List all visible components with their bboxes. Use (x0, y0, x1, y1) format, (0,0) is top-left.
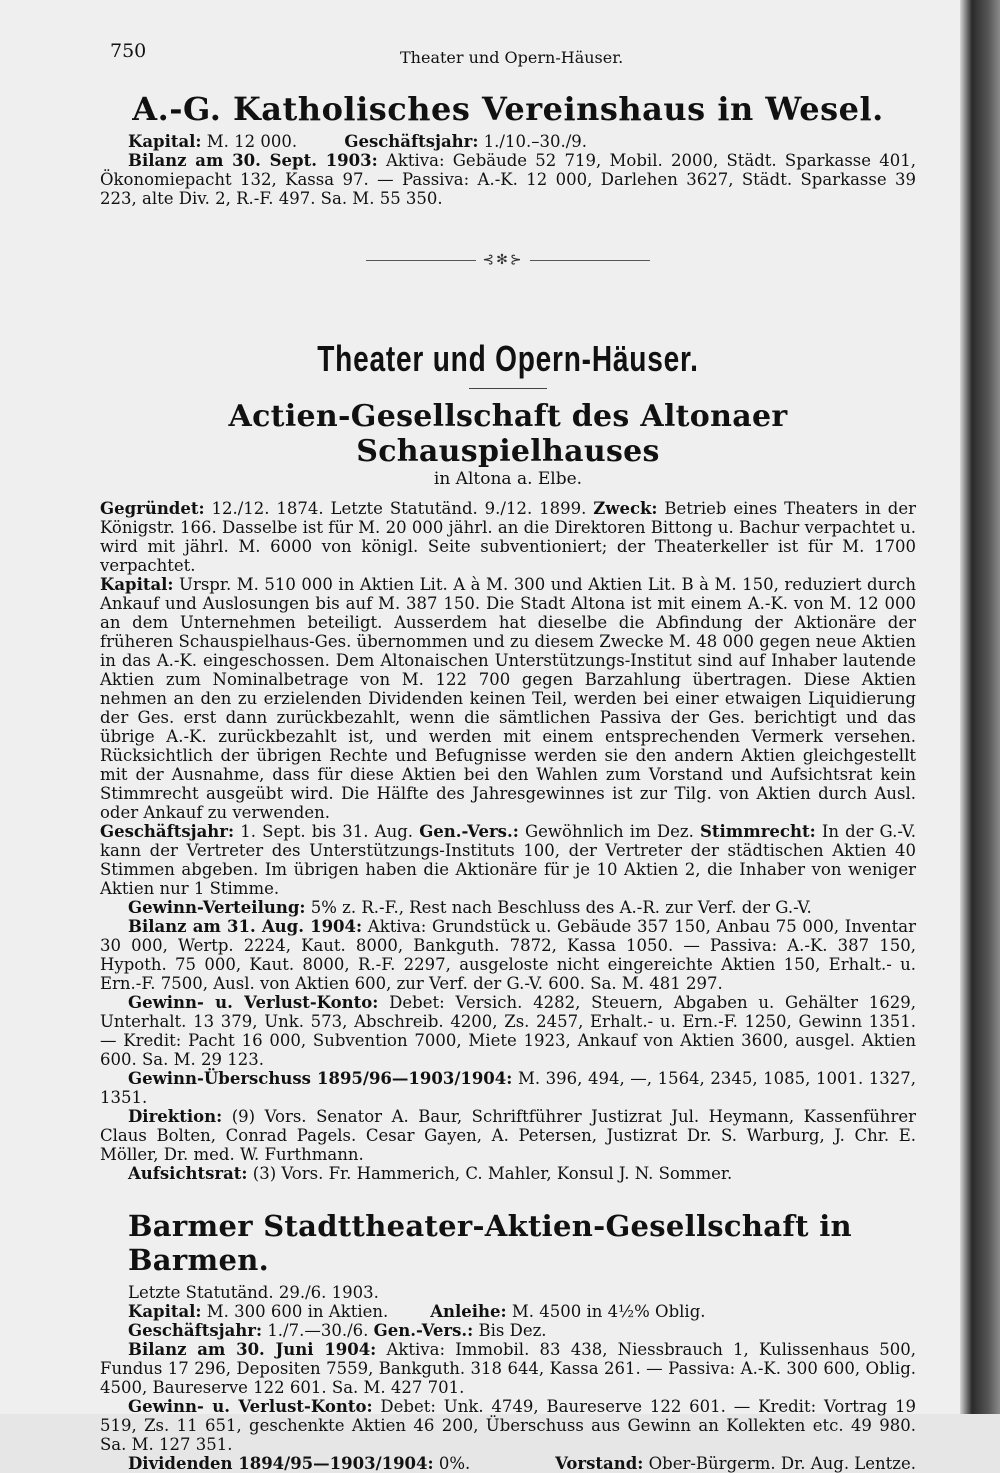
altona-location: in Altona a. Elbe. (433, 469, 583, 489)
barmen-dividenden-text: 0%. (438, 1454, 471, 1473)
wesel-gj-label: Geschäftsjahr: (344, 132, 479, 151)
altona-zweck-text: Betrieb eines Theaters in der Königstr. 166. Dasselbe ist für M. 20 000 jährl. an die Direktoren Bittong u. Bachur verpachtet u. wird mit jährl. M. 6000 von königl. Seite subventioniert; der Theaterkeller ist für M. 1700 verpachtet. (100, 499, 916, 575)
altona-direktion-text: (9) Vors. Senator A. Baur, Schriftführer Justizrat Jul. Heymann, Kassenführer Claus Bolten, Conrad Pagels. Cesar Gayen, A. Petersen, Justizrat Dr. S. Warburg, J. Chr. E. Möller, Dr. med. W. Furthmann. (100, 1107, 917, 1164)
altona-gewinnvert-label: Gewinn-Verteilung: (128, 898, 306, 917)
barmen-kapital-label: Kapital: (128, 1302, 202, 1321)
section-rule (469, 388, 547, 389)
barmen-kapital-text: M. 300 600 in Aktien. (206, 1302, 389, 1321)
running-head: Theater und Opern-Häuser. (400, 48, 624, 67)
barmen-genvers-label: Gen.-Vers.: (373, 1321, 474, 1340)
altona-ueberschuss-text: M. 396, 494, —, 1564, 2345, 1085, 1001. 1327, 1351. (100, 1069, 917, 1107)
section-title: Theater und Opern-Häuser. (317, 338, 699, 379)
altona-stimm-text: In der G.-V. kann der Vertreter des Unterstützungs-Instituts 100, der Vertreter der städtischen Aktien 40 Stimmen abgeben. Im übrigen haben die Aktionäre für je 10 Aktien 2, die Inhaber von weniger Aktien nur 1 Stimme. (100, 822, 917, 898)
page-content (100, 90, 916, 1473)
page-header (110, 40, 930, 70)
wesel-bilanz-label: Bilanz am 30. Sept. 1903: (128, 151, 378, 170)
ornament-glyph: ⊰✻⊱ (482, 252, 524, 268)
altona-gewinnvert-text: 5% z. R.-F., Rest nach Beschluss des A.-R. zur Verf. der G.-V. (310, 898, 812, 917)
barmen-dividenden-label: Dividenden 1894/95—1903/1904: (128, 1454, 434, 1473)
wesel-entry (100, 132, 916, 208)
altona-entry (100, 499, 916, 1183)
barmen-gj-label: Geschäftsjahr: (128, 1321, 263, 1340)
altona-bilanz-label: Bilanz am 31. Aug. 1904: (128, 917, 363, 936)
altona-direktion-label: Direktion: (128, 1107, 223, 1126)
altona-stimm-label: Stimmrecht: (700, 822, 816, 841)
barmen-anleihe-label: Anleihe: (430, 1302, 507, 1321)
altona-bilanz-text: Aktiva: Grundstück u. Gebäude 357 150, Anbau 75 000, Inventar 30 000, Wertp. 2224, Kaut. 8000, Bankguth. 7872, Kassa 1050. — Passiva: A.-K. 387 150, Hypoth. 75 000, Kaut. 8000, R.-F. 2297, ausgeloste nicht eingereichte Aktien 150, Erhalt.- u. Ern.-F. 7500, Ausl. von Aktien 600, zur Verf. der G.-V. 600. Sa. M. 481 297. (100, 917, 917, 993)
section-ornament (100, 252, 916, 272)
wesel-kapital-text: M. 12 000. (206, 132, 298, 151)
altona-guv-text: Debet: Versich. 4282, Steuern, Abgaben u. Gehälter 1629, Unterhalt. 13 379, Unk. 573, Abschreib. 4200, Zs. 2457, Erhalt.- u. Ern.-F. 1250, Gewinn 1351. — Kredit: Pacht 16 000, Subvention 7000, Miete 1923, Ankauf von Aktien 3600, ausgel. Aktien 600. Sa. M. 29 123. (100, 993, 916, 1069)
altona-zweck-label: Zweck: (593, 499, 658, 518)
altona-ueberschuss-label: Gewinn-Überschuss 1895/96—1903/1904: (128, 1069, 513, 1088)
wesel-gj-text: 1./10.–30./9. (483, 132, 588, 151)
barmen-bilanz-label: Bilanz am 30. Juni 1904: (128, 1340, 377, 1359)
barmen-bilanz-text: Aktiva: Immobil. 83 438, Niessbrauch 1, Kulissenhaus 500, Fundus 17 296, Depositen 7559, Bankguth. 318 644, Kassa 261. — Passiva: A.-K. 300 600, Oblig. 4500, Baureserve 122 601. Sa. M. 427 701. (100, 1340, 916, 1397)
altona-gegr-text: 12./12. 1874. Letzte Statutänd. 9./12. 1899. (211, 499, 587, 518)
barmen-vorstand-label: Vorstand: (555, 1454, 644, 1473)
altona-gegr-label: Gegründet: (100, 499, 205, 518)
barmen-guv-label: Gewinn- u. Verlust-Konto: (128, 1397, 373, 1416)
barmen-vorstand-text: Ober-Bürgerm. Dr. Aug. Lentze. (648, 1454, 916, 1473)
altona-title: Actien-Gesellschaft des Altonaer Schauspielhauses (228, 399, 788, 469)
altona-kapital-text: Urspr. M. 510 000 in Aktien Lit. A à M. 300 und Aktien Lit. B à M. 150, reduziert durch Ankauf und Auslosungen bis auf M. 387 150. Die Stadt Altona ist mit einem A.-K. von M. 12 000 an dem Unternehmen beteiligt. Ausserdem hat dieselbe die Abfindung der Aktionäre der früheren Schauspielhaus-Ges. übernommen und zu diesem Zwecke M. 48 000 gegen neue Aktien in das A.-K. eingeschossen. Dem Altonaischen Unterstützungs-Institut sind auf Inhaber lautende Aktien zum Nominalbetrage von M. 122 700 gegen Barzahlung übertragen. Diese Aktien nehmen an den zu erzielenden Dividenden keinen Teil, werden bei einer etwaigen Liquidierung der Ges. erst dann zurückbezahlt, wenn die sämtlichen Passiva der Ges. berichtigt und das übrige A.-K. zurückbezahlt ist, und werden mit einem entsprechenden Vermerk versehen. Rücksichtlich der übrigen Rechte und Befugnisse werden sie den andern Aktien gleichgestellt mit der Ausnahme, dass für diese Aktien bei den Wahlen zum Vorstand und Aufsichtsrat kein Stimmrecht ausgeübt wird. Die Hälfte des Jahresgewinnes ist zur Tilg. von Aktien durch Ausl. oder Ankauf zu verwenden. (100, 575, 916, 822)
barmen-gj-text: 1./7.—30./6. (267, 1321, 369, 1340)
altona-guv-label: Gewinn- u. Verlust-Konto: (128, 993, 379, 1012)
altona-aufsichtsrat-text: (3) Vors. Fr. Hammerich, C. Mahler, Konsul J. N. Sommer. (252, 1164, 733, 1183)
barmen-entry (100, 1283, 916, 1340)
barmen-anleihe-text: M. 4500 in 4½% Oblig. (511, 1302, 706, 1321)
altona-gj-text: 1. Sept. bis 31. Aug. (240, 822, 414, 841)
barmen-title: Barmer Stadttheater-Aktien-Gesellschaft in Barmen. (128, 1209, 852, 1277)
page-number: 750 (110, 40, 147, 62)
page-binding-edge (960, 0, 1000, 1414)
wesel-kapital-label: Kapital: (128, 132, 202, 151)
barmen-genvers-text: Bis Dez. (478, 1321, 547, 1340)
altona-genvers-text: Gewöhnlich im Dez. (524, 822, 694, 841)
altona-genvers-label: Gen.-Vers.: (419, 822, 519, 841)
wesel-bilanz-text: Aktiva: Gebäude 52 719, Mobil. 2000, Städt. Sparkasse 401, Ökonomiepacht 132, Kassa 97. — Passiva: A.-K. 12 000, Darlehen 3627, Städt. Sparkasse 39 223, alte Div. 2, R.-F. 497. Sa. M. 55 350. (100, 151, 917, 208)
altona-gj-label: Geschäftsjahr: (100, 822, 235, 841)
barmen-guv-text: Debet: Unk. 4749, Baureserve 122 601. — Kredit: Vortrag 19 519, Zs. 11 651, geschenkte Aktien 46 200, Überschuss aus Gewinn an Kollekten etc. 49 980. Sa. M. 127 351. (100, 1397, 916, 1454)
wesel-title: A.-G. Katholisches Vereinshaus in Wesel. (132, 90, 884, 128)
altona-aufsichtsrat-label: Aufsichtsrat: (128, 1164, 248, 1183)
altona-kapital-label: Kapital: (100, 575, 174, 594)
barmen-statut-text: Letzte Statutänd. 29./6. 1903. (128, 1283, 379, 1302)
barmen-entry-financials (100, 1340, 916, 1473)
